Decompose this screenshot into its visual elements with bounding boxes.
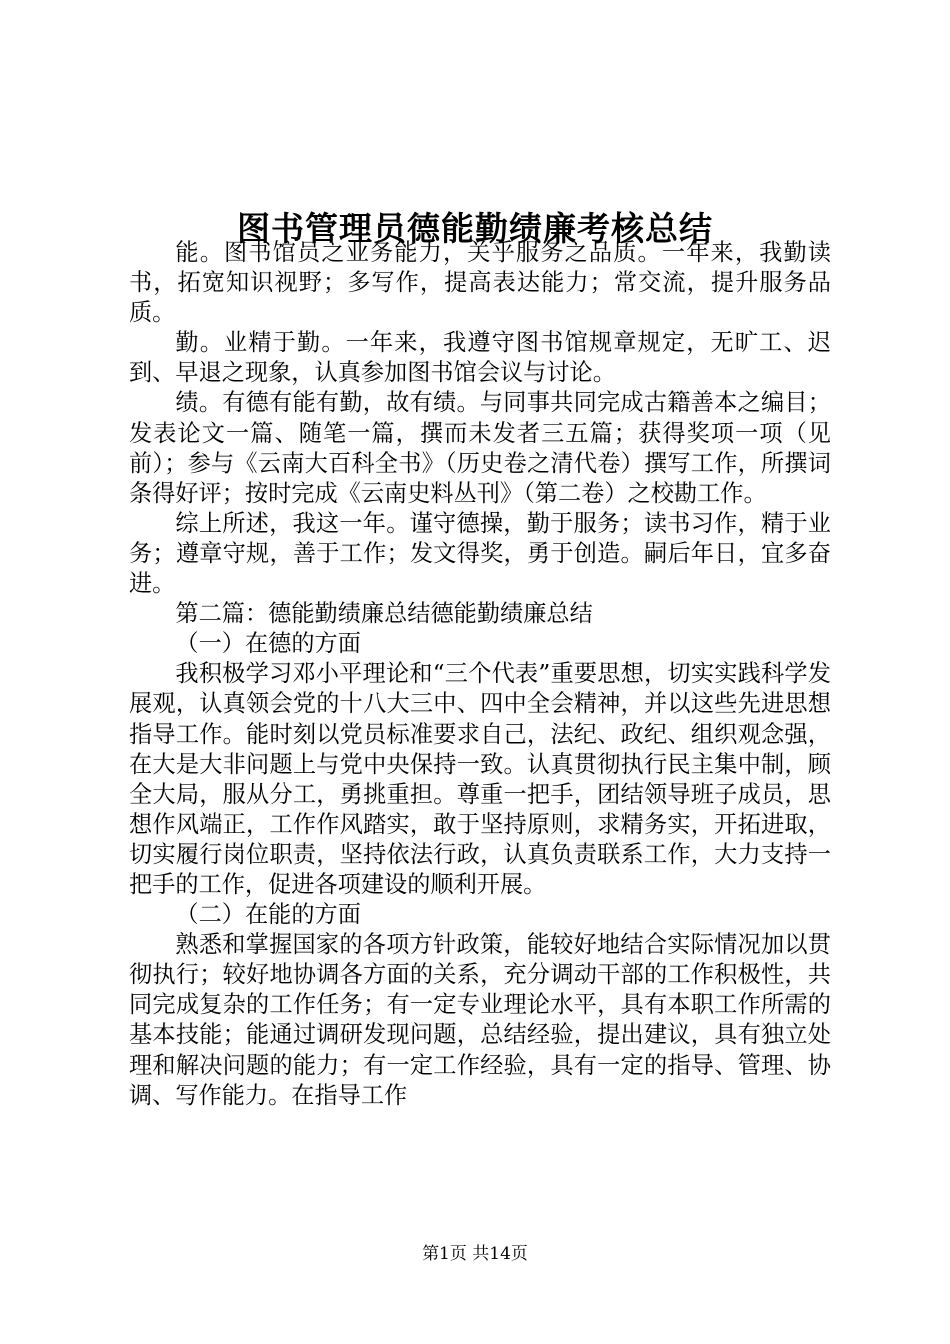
paragraph-summary: 综上所述，我这一年。谨守德操，勤于服务；读书习作，精于业务；遵章守规，善于工作；发文得奖，勇于创造。嗣后年日，宜多奋进。 [129, 509, 831, 598]
paragraph-ability-detail: 熟悉和掌握国家的各项方针政策，能较好地结合实际情况加以贯彻执行；较好地协调各方面的关系，充分调动干部的工作积极性，共同完成复杂的工作任务；有一定专业理论水平，具有本职工作所需的基本技能；能通过调研发现问题，总结经验，提出建议，具有独立处理和解决问题的能力；有一定工作经验，具有一定的指导、管理、协调、写作能力。在指导工作 [129, 931, 831, 1109]
paragraph-diligence: 勤。业精于勤。一年来，我遵守图书馆规章规定，无旷工、迟到、早退之现象，认真参加图书馆会议与讨论。 [129, 329, 831, 387]
document-title: 图书管理员德能勤绩廉考核总结 [237, 209, 713, 249]
paragraph-ability: 能。图书馆员之业务能力，关乎服务之品质。一年来，我勤读书，拓宽知识视野；多写作，提高表达能力；常交流，提升服务品质。 [129, 239, 831, 327]
subsection-heading-ability: （二）在能的方面 [175, 901, 361, 929]
paragraph-virtue: 我积极学习邓小平理论和“三个代表”重要思想，切实实践科学发展观，认真领会党的十八大三中、四中全会精神，并以这些先进思想指导工作。能时刻以党员标准要求自己，法纪、政纪、组织观念强，在大是大非问题上与党中央保持一致。认真贯彻执行民主集中制，顾全大局，服从分工，勇挑重担。尊重一把手，团结领导班子成员，思想作风端正，工作作风踏实，敢于坚持原则，求精务实，开拓进取，切实履行岗位职责，坚持依法行政，认真负责联系工作，大力支持一把手的工作，促进各项建设的顺利开展。 [129, 660, 831, 898]
page-footer: 第1页 共14页 [422, 1244, 528, 1264]
subsection-heading-virtue: （一）在德的方面 [175, 630, 361, 658]
section-title: 第二篇：德能勤绩廉总结德能勤绩廉总结 [175, 600, 593, 628]
paragraph-achievement: 绩。有德有能有勤，故有绩。与同事共同完成古籍善本之编目；发表论文一篇、随笔一篇，撰而未发者三五篇；获得奖项一项（见前）；参与《云南大百科全书》（历史卷之清代卷）撰写工作，所撰词条得好评；按时完成《云南史料丛刊》（第二卷）之校勘工作。 [129, 389, 831, 507]
document-body [129, 238, 831, 1111]
